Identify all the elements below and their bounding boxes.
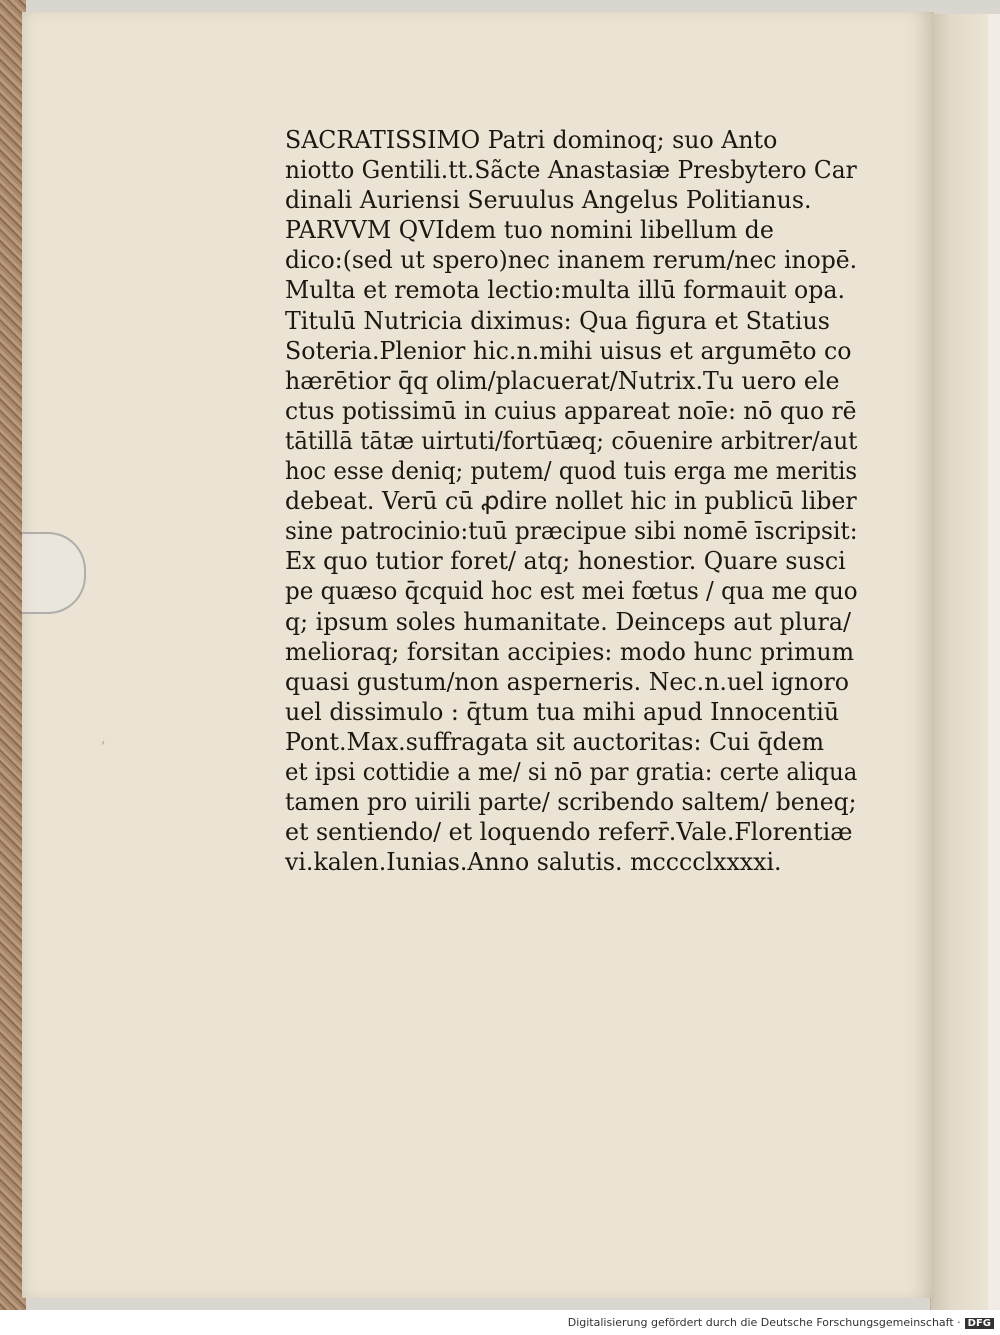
text-line: sine patrocinio:tuū præcipue sibi nomē īscripsit:: [285, 517, 858, 546]
text-line: Ex quo tutior foret/ atq; honestior. Quare susci: [285, 547, 846, 576]
text-line: q; ipsum soles humanitate. Deinceps aut plura/: [285, 607, 851, 636]
text-line: niotto Gentili.tt.Sãcte Anastasiæ Presbytero Car: [285, 156, 857, 185]
text-line: Multa et remota lectio:multa illū formauit opa.: [285, 276, 846, 305]
text-line: Soteria.Plenior hic.n.mihi uisus et argumēto co: [285, 336, 852, 365]
credit-text: Digitalisierung gefördert durch die Deutsche Forschungsgemeinschaft ·: [567, 1316, 961, 1329]
text-line: pe quæso q̄cquid hoc est mei fœtus / qua me quo: [285, 577, 858, 606]
text-line: tātillā tātæ uirtuti/fortūæq; cōuenire arbitrer/aut: [285, 426, 858, 455]
text-line: vi.kalen.Iunias.Anno salutis. mcccclxxxxi.: [285, 848, 782, 877]
text-line: et ipsi cottidie a me/ si nō par gratia: certe aliqua: [285, 757, 858, 786]
text-line: dico:(sed ut spero)nec inanem rerum/nec inopē.: [285, 246, 858, 275]
text-line: hærētior q̄q olim/placuerat/Nutrix.Tu uero ele: [285, 366, 840, 395]
text-line: melioraq; forsitan accipies: modo hunc primum: [285, 637, 855, 666]
text-line: et sentiendo/ et loquendo referr̄.Vale.Florentiæ: [285, 818, 853, 847]
printed-text-block: [285, 125, 865, 877]
text-line: debeat. Verū cū ꝓdire nollet hic in publicū liber: [285, 487, 857, 516]
page-stack-edge: [988, 14, 1000, 1310]
text-line: Pont.Max.suffragata sit auctoritas: Cui q̄dem: [285, 727, 825, 756]
text-line: uel dissimulo : q̄tum tua mihi apud Innocentiū: [285, 697, 840, 726]
text-line: tamen pro uirili parte/ scribendo saltem/ beneq;: [285, 788, 857, 817]
text-line: dinali Auriensi Seruulus Angelus Politianus.: [285, 186, 812, 215]
text-line: PARVVM QVIdem tuo nomini libellum de: [285, 216, 774, 245]
text-line: SACRATISSIMO Patri dominoq; suo Anto: [285, 126, 778, 154]
page-clip: [22, 532, 86, 614]
footer-credit: [568, 1316, 994, 1329]
text-line: ctus potissimū in cuius appareat noīe: nō quo rē: [285, 396, 857, 425]
text-line: quasi gustum/non asperneris. Nec.n.uel ignoro: [285, 667, 850, 696]
dfg-logo: DFG: [965, 1318, 994, 1329]
paper-mark: ʼ: [100, 738, 106, 757]
text-line: Titulū Nutricia diximus: Qua figura et Statius: [285, 306, 830, 335]
text-line: hoc esse deniq; putem/ quod tuis erga me meritis: [285, 457, 858, 486]
